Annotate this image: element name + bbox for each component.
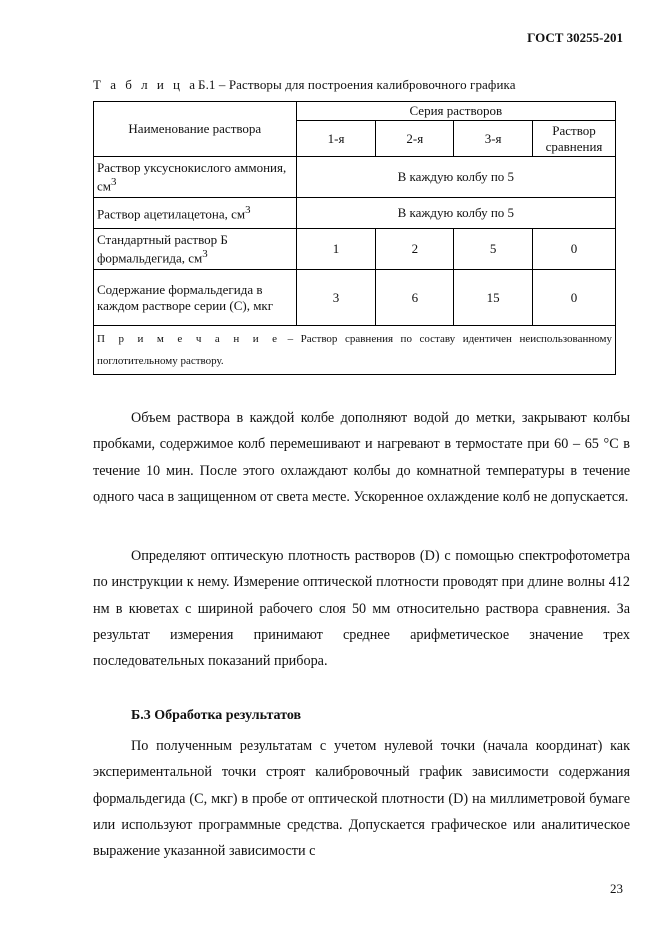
row-name: Содержание формальдегида в каждом растворе серии (С), мкг [94, 270, 297, 326]
cell-value: 1 [296, 229, 376, 270]
row-name-text: Раствор ацетилацетона, см [97, 206, 246, 222]
cell-value: 2 [376, 229, 454, 270]
cell-value: 3 [296, 270, 376, 326]
row-name [94, 157, 297, 198]
row-name [94, 229, 297, 270]
table-header-name: Наименование раствора [94, 102, 297, 157]
paragraph-2 [93, 543, 630, 674]
cell-value: 15 [454, 270, 533, 326]
table-header-series-3: 3-я [454, 121, 533, 157]
paragraph-1 [93, 405, 630, 510]
note-prefix: П р и м е ч а н и е [97, 333, 281, 345]
paragraph-3 [93, 733, 630, 864]
section-heading: Б.3 Обработка результатов [131, 708, 302, 723]
table-row [94, 270, 616, 326]
cell-value: 5 [454, 229, 533, 270]
row-merged-value: В каждую колбу по 5 [296, 198, 615, 229]
paragraph-1-text: Объем раствора в каждой колбе дополняют водой до метки, закрывают колбы пробками, содержимое колб перемешивают и нагревают в термостате при 60 – 65 °С в течение 10 мин. После этого охлаждают колбы до комнатной температуры в течение одного часа в защищенном от света месте. Ускоренное охлаждение колб не допускается. [93, 410, 630, 505]
table-caption-prefix: Т а б л и ц а [93, 77, 198, 92]
page-number: 23 [610, 881, 623, 896]
table-note [94, 326, 616, 375]
cell-value: 0 [533, 229, 616, 270]
paragraph-3-text: По полученным результатам с учетом нулевой точки (начала координат) как экспериментальной точки строят калибровочный график зависимости содержания формальдегида (С, мкг) в пробе от оптической плотности (D) на миллиметровой бумаге или используют программные средства. Допускается графическое или аналитическое выражение указанной зависимости с [93, 738, 630, 860]
row-name-sup: 3 [245, 203, 251, 216]
note-text: – Раствор сравнения по составу идентичен неиспользованному поглотительному раствору. [97, 333, 612, 367]
table-header-series-2: 2-я [376, 121, 454, 157]
table-note-row [94, 326, 616, 375]
row-name-sup: 3 [111, 175, 117, 188]
solutions-table [93, 101, 616, 375]
table-header-series-1: 1-я [296, 121, 376, 157]
table-caption-text: Б.1 – Растворы для построения калибровочного графика [198, 77, 516, 92]
row-name-sup: 3 [202, 247, 208, 260]
row-merged-value: В каждую колбу по 5 [296, 157, 615, 198]
row-name-text: Раствор уксуснокислого аммония, см [97, 159, 287, 194]
paragraph-2-text: Определяют оптическую плотность растворов (D) с помощью спектрофотометра по инструкции к нему. Измерение оптической плотности проводят при длине волны 412 нм в кюветах с шириной рабочего слоя 50 мм относительно раствора сравнения. За результат измерения принимают среднее арифметическое значение трех последовательных показаний прибора. [93, 548, 630, 670]
table-caption [93, 77, 516, 93]
table-row [94, 229, 616, 270]
table-header-reference: Раствор сравнения [533, 121, 616, 157]
table-row [94, 157, 616, 198]
row-name [94, 198, 297, 229]
cell-value: 6 [376, 270, 454, 326]
row-name-text: Стандартный раствор Б формальдегида, см [97, 231, 228, 266]
table-header-series: Серия растворов [296, 102, 615, 121]
cell-value: 0 [533, 270, 616, 326]
document-code: ГОСТ 30255-201 [527, 30, 623, 45]
table-row [94, 198, 616, 229]
